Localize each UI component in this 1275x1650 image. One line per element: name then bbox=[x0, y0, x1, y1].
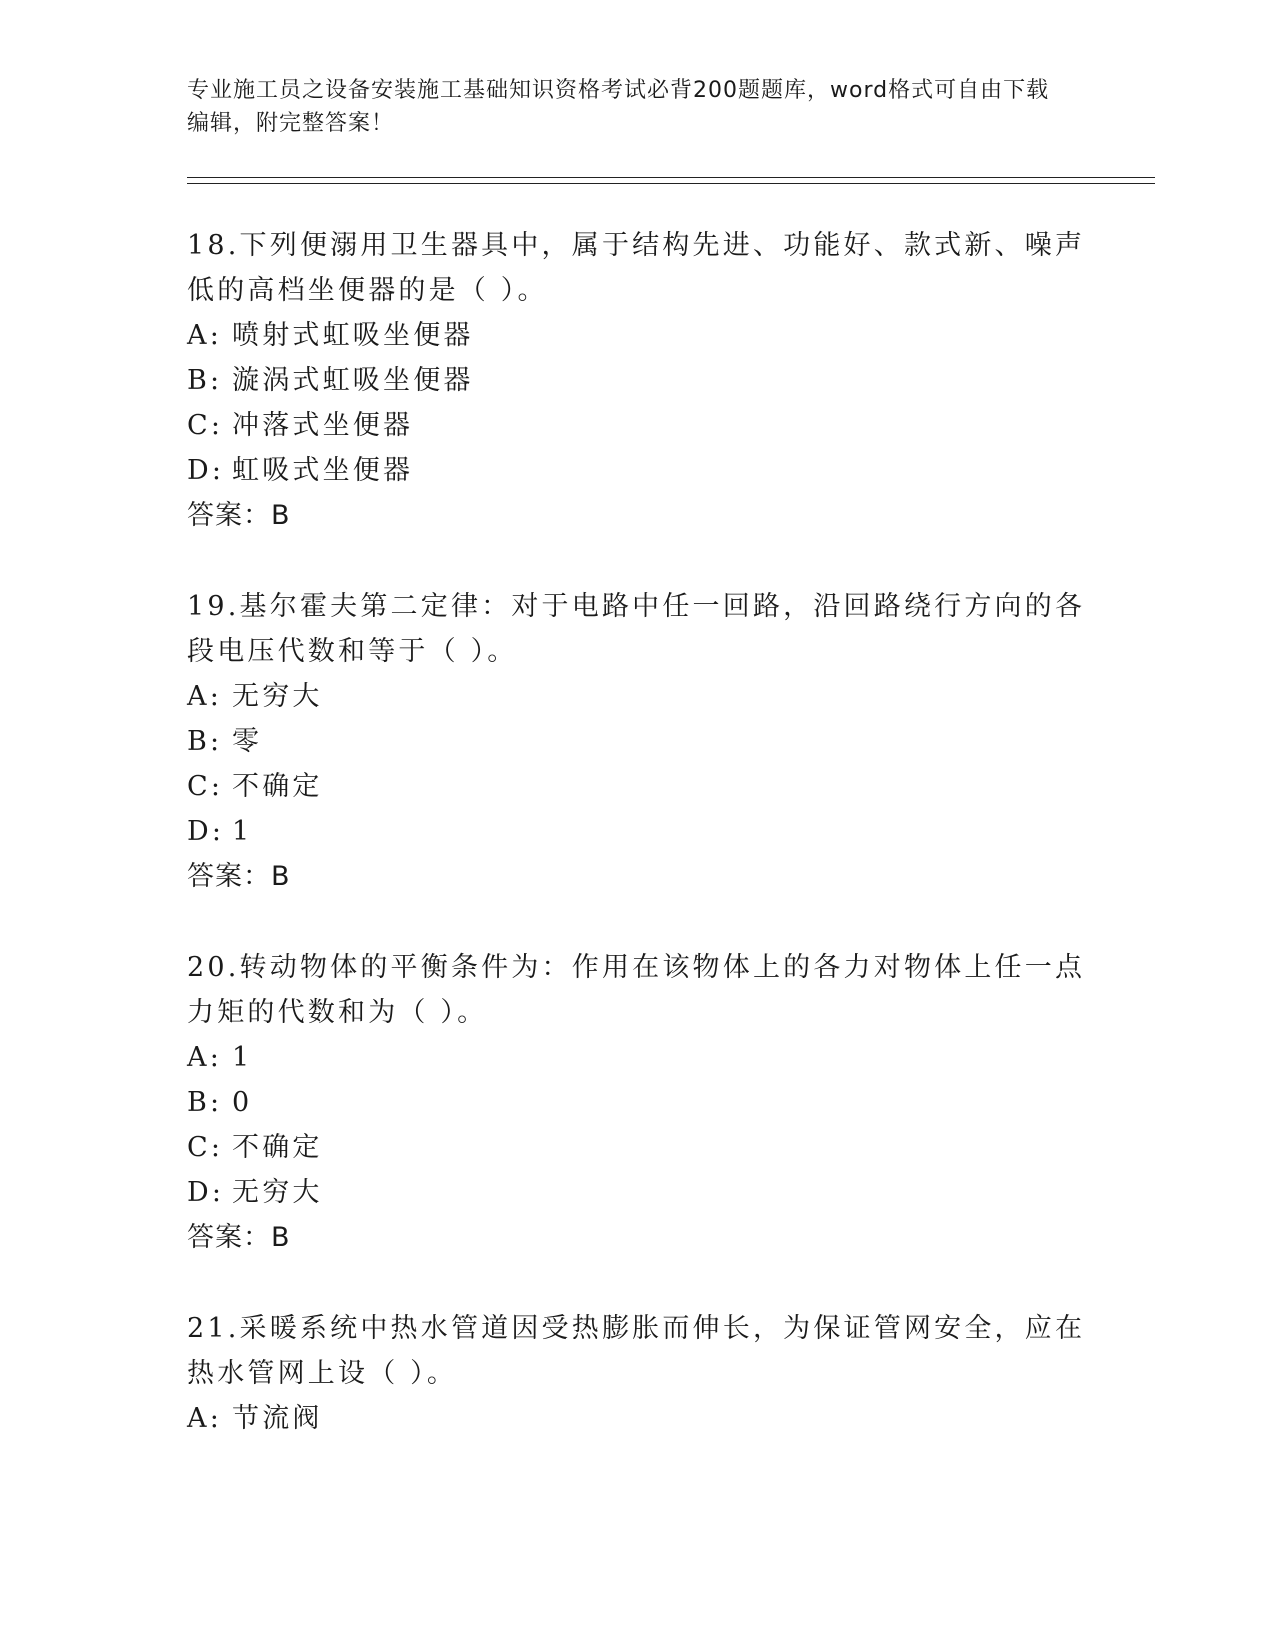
header-divider-top bbox=[187, 177, 1155, 178]
question-20 bbox=[187, 945, 1087, 1260]
option-text: 虹吸式坐便器 bbox=[232, 455, 414, 486]
option-text: 节流阀 bbox=[232, 1403, 323, 1434]
option-key: C: bbox=[187, 771, 224, 802]
header-divider-bottom bbox=[187, 183, 1155, 184]
document-header: 专业施工员之设备安装施工基础知识资格考试必背200题题库，word格式可自由下载编辑，附完整答案！ bbox=[187, 78, 1050, 136]
option-key: B: bbox=[187, 726, 223, 757]
option-key: D: bbox=[187, 816, 225, 847]
option-text: 无穷大 bbox=[232, 681, 323, 712]
option-text: 零 bbox=[232, 726, 263, 757]
question-21 bbox=[187, 1306, 1087, 1441]
option-b bbox=[187, 1080, 1087, 1125]
answer-line: 答案：B bbox=[187, 500, 291, 531]
option-key: C: bbox=[187, 1132, 224, 1163]
option-key: B: bbox=[187, 1087, 223, 1118]
option-key: D: bbox=[187, 1177, 225, 1208]
option-text: 1 bbox=[232, 1042, 253, 1073]
option-a bbox=[187, 1396, 1087, 1441]
option-text: 不确定 bbox=[232, 1132, 323, 1163]
option-a bbox=[187, 674, 1087, 719]
option-a bbox=[187, 1035, 1087, 1080]
question-18 bbox=[187, 223, 1087, 538]
option-c bbox=[187, 764, 1087, 809]
option-key: B: bbox=[187, 365, 223, 396]
option-text: 不确定 bbox=[232, 771, 323, 802]
option-text: 漩涡式虹吸坐便器 bbox=[232, 365, 474, 396]
option-c bbox=[187, 1125, 1087, 1170]
question-stem: 19.基尔霍夫第二定律：对于电路中任一回路，沿回路绕行方向的各段电压代数和等于（ ）。 bbox=[187, 591, 1086, 667]
option-a bbox=[187, 313, 1087, 358]
answer-line: 答案：B bbox=[187, 861, 291, 892]
option-c bbox=[187, 403, 1087, 448]
option-key: D: bbox=[187, 455, 225, 486]
question-stem: 21.采暖系统中热水管道因受热膨胀而伸长，为保证管网安全，应在热水管网上设（ ）。 bbox=[187, 1313, 1086, 1389]
option-d bbox=[187, 1170, 1087, 1215]
question-stem: 20.转动物体的平衡条件为：作用在该物体上的各力对物体上任一点力矩的代数和为（ ）。 bbox=[187, 952, 1086, 1028]
option-text: 喷射式虹吸坐便器 bbox=[232, 320, 474, 351]
option-text: 0 bbox=[232, 1087, 253, 1118]
option-text: 无穷大 bbox=[232, 1177, 323, 1208]
option-text: 1 bbox=[232, 816, 253, 847]
option-key: A: bbox=[187, 320, 222, 351]
option-key: C: bbox=[187, 410, 224, 441]
option-b bbox=[187, 358, 1087, 403]
question-stem: 18.下列便溺用卫生器具中，属于结构先进、功能好、款式新、噪声低的高档坐便器的是（ ）。 bbox=[187, 230, 1086, 306]
option-text: 冲落式坐便器 bbox=[232, 410, 414, 441]
option-d bbox=[187, 809, 1087, 854]
option-d bbox=[187, 448, 1087, 493]
option-key: A: bbox=[187, 1403, 222, 1434]
option-key: A: bbox=[187, 681, 222, 712]
option-key: A: bbox=[187, 1042, 222, 1073]
question-19 bbox=[187, 584, 1087, 899]
answer-line: 答案：B bbox=[187, 1222, 291, 1253]
option-b bbox=[187, 719, 1087, 764]
